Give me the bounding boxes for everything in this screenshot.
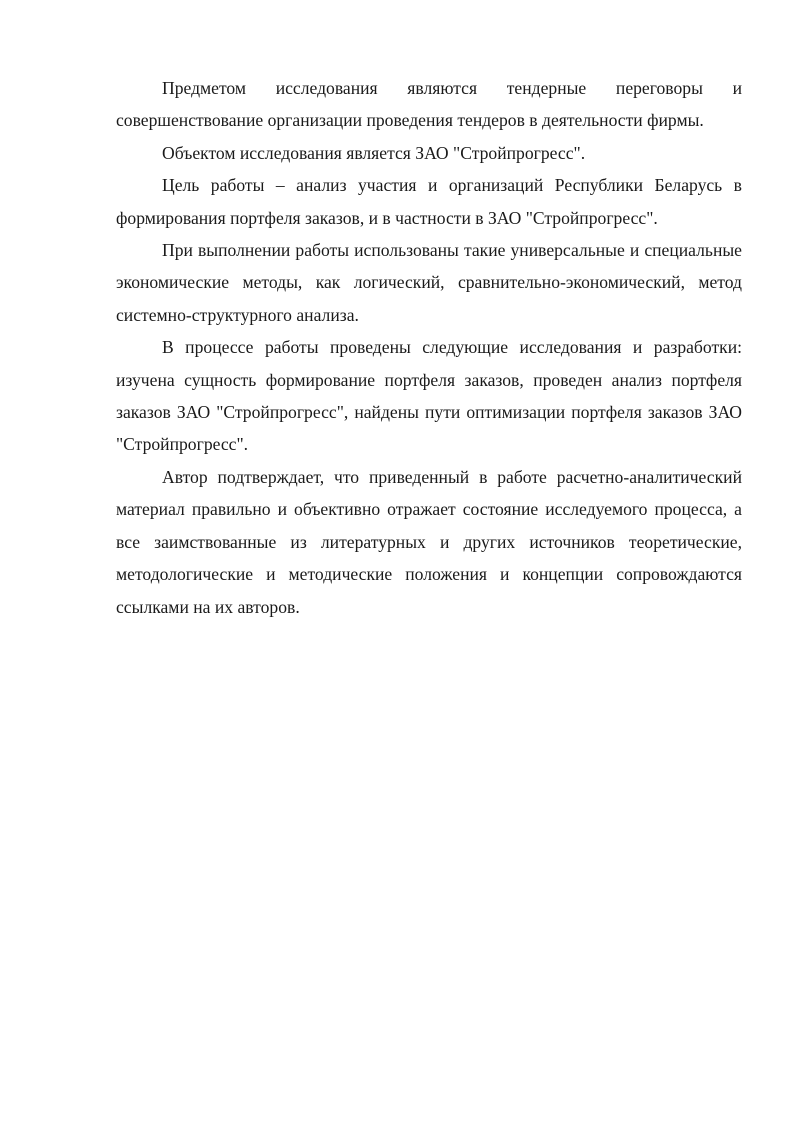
paragraph-object: Объектом исследования является ЗАО "Стройпрогресс". xyxy=(162,142,586,163)
paragraph-author-statement: Автор подтверждает, что приведенный в работе расчетно-аналитический материал правильно и объективно отражает состояние исследуемого процесса, а все заимствованные из литературных и других источников теоретические, методологические и методические положения и концепции сопровождаются ссылками на их авторов. xyxy=(116,466,742,617)
document-body xyxy=(116,72,742,623)
paragraph-goal: Цель работы – анализ участия и организаций Республики Беларусь в формирования портфеля заказов, и в частности в ЗАО "Стройпрогресс". xyxy=(116,175,742,228)
paragraph-methods: При выполнении работы использованы такие универсальные и специальные экономические методы, как логический, сравнительно-экономический, метод системно-структурного анализа. xyxy=(116,240,742,325)
paragraph-research: В процессе работы проведены следующие исследования и разработки: изучена сущность формирование портфеля заказов, проведен анализ портфеля заказов ЗАО "Стройпрогресс", найдены пути оптимизации портфеля заказов ЗАО "Стройпрогресс". xyxy=(116,337,742,455)
paragraph-subject: Предметом исследования являются тендерные переговоры и совершенствование организации проведения тендеров в деятельности фирмы. xyxy=(116,78,742,131)
